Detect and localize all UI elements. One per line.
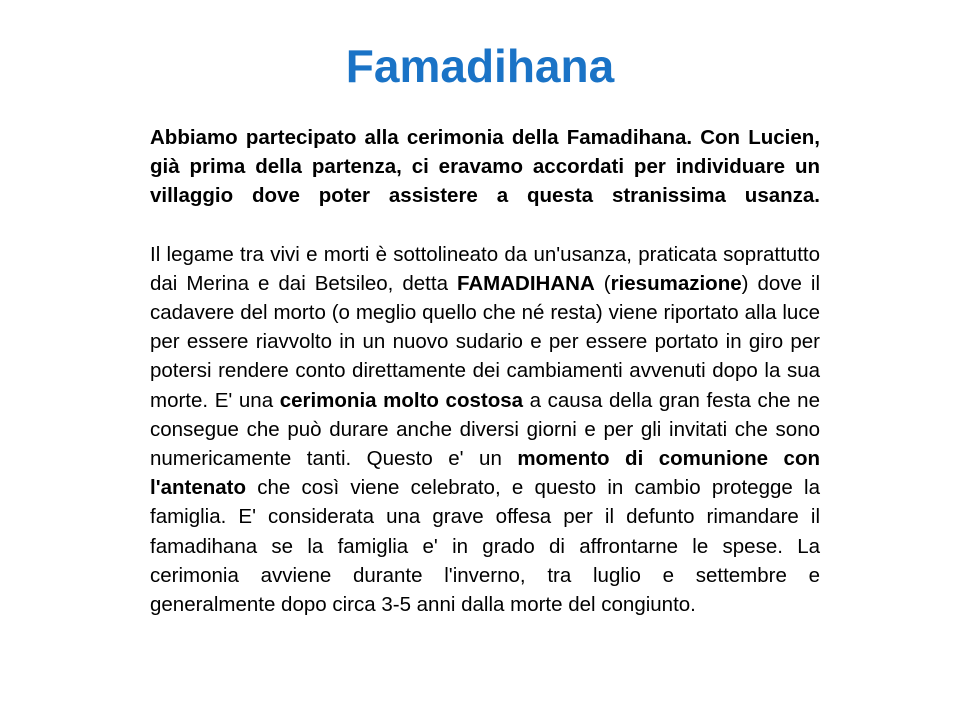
body-text-5: che così viene celebrato, e questo in cambio protegge la famiglia. E' considerata una grave offesa per il defunto rimandare il famadihana se la famiglia e' in grado di affrontarne le spese. La cerimonia avviene durante l'inverno, tra luglio e settembre e generalmente dopo circa 3-5 anni dalla morte del congiunto. [150,476,820,617]
intro-paragraph: Abbiamo partecipato alla cerimonia della Famadihana. Con Lucien, già prima della partenza, ci eravamo accordati per individuare un villaggio dove poter assistere a questa stranissima usanza. [150,126,820,208]
highlight-momento-comunione: momento di comunione con l'antenato [150,447,821,500]
highlight-cerimonia-costosa: cerimonia molto costosa [279,388,524,412]
body-text-1: Il legame tra vivi e morti è sottolineato da un'usanza, praticata soprattutto dai Merina e dai Betsileo, detta [150,242,820,295]
paragraph-spacer [150,211,820,240]
slide-content [150,123,820,619]
body-text-3: ) dove il cadavere del morto (o meglio quello che né resta) viene riportato alla luce per essere riavvolto in un nuovo sudario e per essere portato in giro per potersi rendere conto direttamente dei cambiamenti avvenuti dopo la sua morte. E' una [150,271,821,412]
slide-title: Famadihana [345,40,615,92]
body-text-4: a causa della gran festa che ne consegue che può durare anche diversi giorni e per gli invitati che sono numericamente tanti. Questo e' un [150,388,820,471]
highlight-famadihana: FAMADIHANA [456,271,595,295]
body-paragraph [150,240,820,620]
highlight-riesumazione: riesumazione [610,271,742,295]
body-text-2: ( [594,271,611,295]
